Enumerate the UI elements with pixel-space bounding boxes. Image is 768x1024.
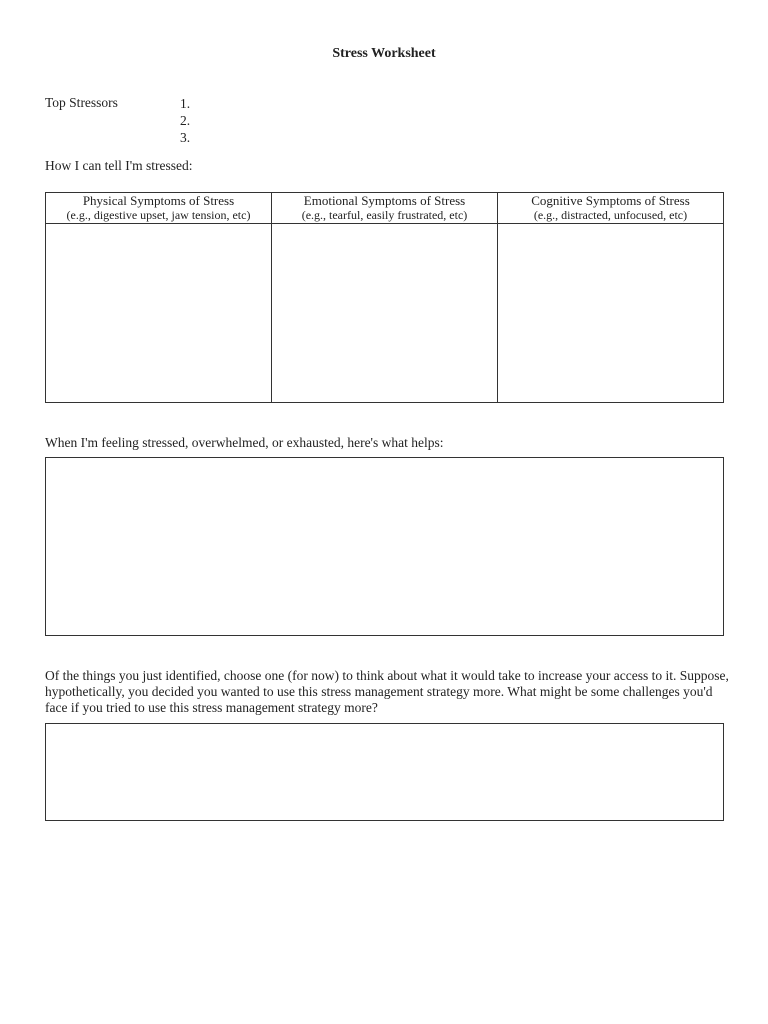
physical-symptoms-header — [46, 193, 272, 224]
stressor-item-3[interactable]: 3. — [180, 130, 191, 145]
symptoms-table — [45, 192, 724, 403]
emotional-symptoms-entry[interactable] — [272, 224, 498, 403]
physical-symptoms-example: (e.g., digestive upset, jaw tension, etc) — [66, 208, 251, 222]
page-title: Stress Worksheet — [332, 46, 436, 61]
challenges-entry-box[interactable] — [45, 723, 724, 821]
top-stressors-label: Top Stressors — [45, 95, 118, 110]
cognitive-symptoms-entry[interactable] — [498, 224, 724, 403]
cognitive-symptoms-heading: Cognitive Symptoms of Stress — [531, 193, 690, 208]
how-tell-label: How I can tell I'm stressed: — [45, 158, 193, 173]
physical-symptoms-entry[interactable] — [46, 224, 272, 403]
physical-symptoms-heading: Physical Symptoms of Stress — [82, 193, 235, 208]
emotional-symptoms-header — [272, 193, 498, 224]
helps-entry-box[interactable] — [45, 457, 724, 636]
stressor-item-1[interactable]: 1. — [180, 96, 191, 111]
cognitive-symptoms-header — [498, 193, 724, 224]
stressor-list — [180, 95, 190, 146]
stressor-item-2[interactable]: 2. — [180, 113, 191, 128]
reflection-prompt: Of the things you just identified, choose one (for now) to think about what it would take to increase your access to it. Suppose, hypothetically, you decided you wanted to use this stress management strategy more. What might be some challenges you'd face if you tried to use this stress management strategy more? — [45, 668, 729, 715]
cognitive-symptoms-example: (e.g., distracted, unfocused, etc) — [533, 208, 688, 222]
emotional-symptoms-heading: Emotional Symptoms of Stress — [303, 193, 466, 208]
emotional-symptoms-example: (e.g., tearful, easily frustrated, etc) — [301, 208, 468, 222]
helps-label: When I'm feeling stressed, overwhelmed, or exhausted, here's what helps: — [45, 435, 444, 450]
